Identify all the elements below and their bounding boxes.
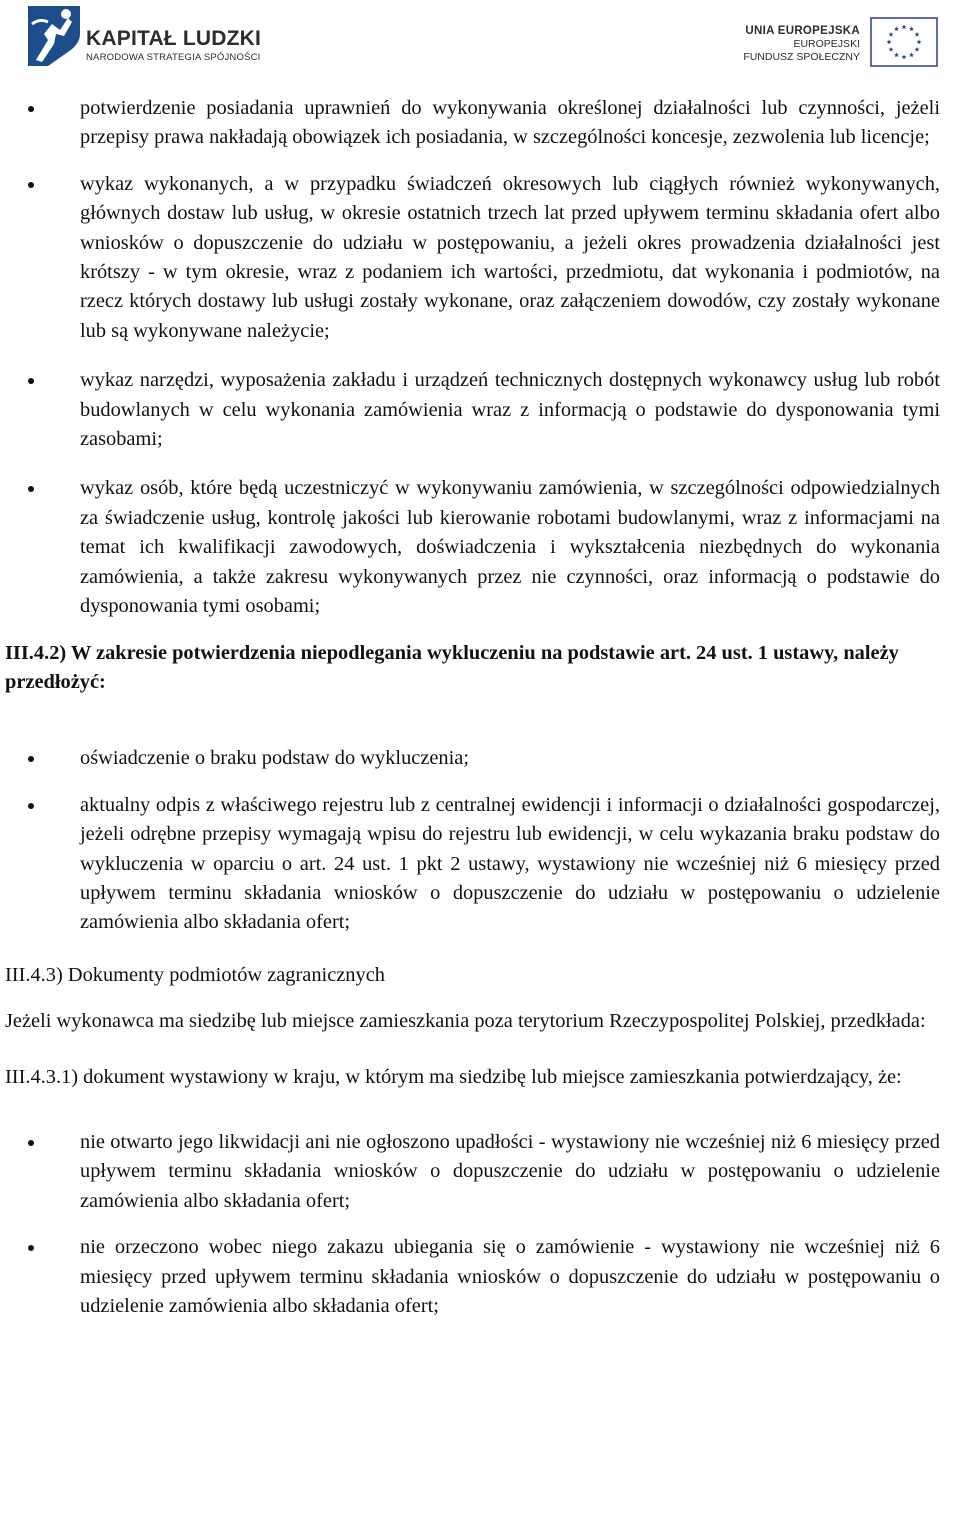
requirements-list-1 bbox=[5, 94, 940, 622]
kapital-ludzki-title: KAPITAŁ LUDZKI bbox=[86, 27, 262, 50]
eu-flag-icon bbox=[870, 17, 938, 67]
eu-logo-line3: FUNDUSZ SPOŁECZNY bbox=[743, 51, 860, 63]
foreign-contractor-paragraph: Jeżeli wykonawca ma siedzibę lub miejsce zamieszkania poza terytorium Rzeczypospolitej Polskiej, przedkłada: bbox=[5, 1010, 926, 1033]
eu-logo-text bbox=[743, 24, 860, 64]
requirements-list-3 bbox=[5, 1128, 940, 1321]
list-item: aktualny odpis z właściwego rejestru lub z centralnej ewidencji i informacji o działalności gospodarczej, jeżeli odrębne przepisy wymagają wpisu do rejestru lub ewidencji, w celu wykazania braku podstaw do wykluczenia w oparciu o art. 24 ust. 1 pkt 2 ustawy, wystawiony nie wcześniej niż 6 miesięcy przed upływem terminu składania wniosków o dopuszczenie do udziału w postępowaniu o udzielenie zamówienia albo składania ofert; bbox=[5, 791, 940, 938]
list-item: wykaz wykonanych, a w przypadku świadczeń okresowych lub ciągłych również wykonywanych, głównych dostaw lub usług, w okresie ostatnich trzech lat przed upływem terminu składania ofert albo wniosków o dopuszczenie do udziału w postępowaniu, a jeżeli okres prowadzenia działalności jest krótszy - w tym okresie, wraz z podaniem ich wartości, przedmiotu, dat wykonania i podmiotów, na rzecz których dostawy lub usługi zostały wykonane, oraz załączeniem dowodów, czy zostały wykonane lub są wykonywane należycie; bbox=[5, 170, 940, 346]
eu-logo-line1: UNIA EUROPEJSKA bbox=[745, 25, 860, 37]
section-heading-iii-4-2: III.4.2) W zakresie potwierdzenia niepodlegania wykluczeniu na podstawie art. 24 ust. 1 ustawy, należy przedłożyć: bbox=[5, 641, 899, 693]
list-item: nie orzeczono wobec niego zakazu ubiegania się o zamówienie - wystawiony nie wcześniej niż 6 miesięcy przed upływem terminu składania wniosków o dopuszczenie do udziału w postępowaniu o udzielenie zamówienia albo składania ofert; bbox=[5, 1233, 940, 1321]
eu-logo bbox=[732, 14, 938, 70]
list-item: oświadczenie o braku podstaw do wykluczenia; bbox=[5, 744, 940, 773]
kapital-ludzki-subtitle: NARODOWA STRATEGIA SPÓJNOŚCI bbox=[86, 52, 261, 63]
page-header bbox=[0, 0, 960, 72]
list-item: wykaz osób, które będą uczestniczyć w wykonywaniu zamówienia, w szczególności odpowiedzialnych za świadczenie usług, kontrolę jakości lub kierowanie robotami budowlanymi, wraz z informacjami na temat ich kwalifikacji zawodowych, doświadczenia i wykształcenia niezbędnych do wykonania zamówienia, a także zakresu wykonywanych przez nie czynności, oraz informacją o podstawie do dysponowania tymi osobami; bbox=[5, 474, 940, 621]
document-body bbox=[5, 94, 940, 1321]
eu-logo-line2: EUROPEJSKI bbox=[793, 38, 860, 50]
list-item: wykaz narzędzi, wyposażenia zakładu i urządzeń technicznych dostępnych wykonawcy usług lub robót budowlanych w celu wykonania zamówienia wraz z informacją o podstawie do dysponowania tymi zasobami; bbox=[5, 366, 940, 454]
list-item: nie otwarto jego likwidacji ani nie ogłoszono upadłości - wystawiony nie wcześniej niż 6 miesięcy przed upływem terminu składania wniosków o dopuszczenie do udziału w postępowaniu o udzielenie zamówienia albo składania ofert; bbox=[5, 1128, 940, 1216]
list-item: potwierdzenie posiadania uprawnień do wykonywania określonej działalności lub czynności, jeżeli przepisy prawa nakładają obowiązek ich posiadania, w szczególności koncesje, zezwolenia lub licencje; bbox=[5, 94, 940, 153]
kapital-ludzki-emblem-icon bbox=[22, 4, 86, 68]
kapital-ludzki-logo bbox=[22, 4, 270, 68]
requirements-list-2 bbox=[5, 744, 940, 937]
section-heading-iii-4-3: III.4.3) Dokumenty podmiotów zagranicznych bbox=[5, 963, 385, 986]
section-heading-iii-4-3-1: III.4.3.1) dokument wystawiony w kraju, w którym ma siedzibę lub miejsce zamieszkania potwierdzający, że: bbox=[5, 1065, 902, 1088]
